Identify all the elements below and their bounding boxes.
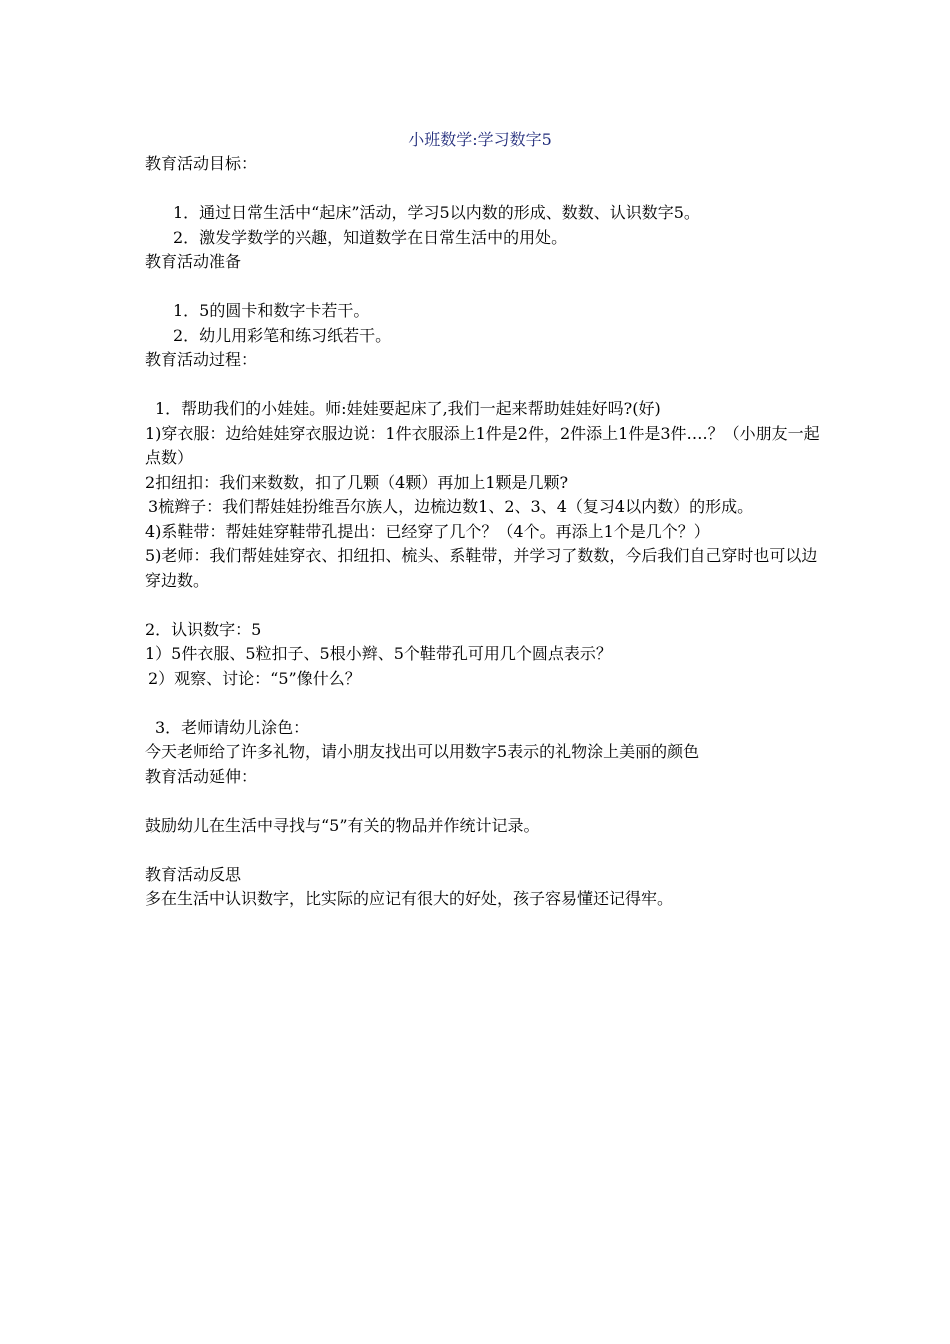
process-heading: 教育活动过程： [145, 350, 258, 369]
spacer [145, 838, 825, 863]
prep-item: 1．5的圆卡和数字卡若干。 [173, 301, 370, 320]
reflection-text: 多在生活中认识数字，比实际的应记有很大的好处，孩子容易懂还记得牢。 [145, 889, 674, 908]
document-title: 小班数学:学习数字5 [408, 130, 552, 149]
spacer [145, 691, 825, 716]
process-part3-lead: 3．老师请幼儿涂色： [155, 717, 310, 737]
document-page [145, 128, 825, 912]
prep-item: 2．幼儿用彩笔和练习纸若干。 [173, 325, 392, 345]
prep-heading: 教育活动准备 [145, 252, 242, 271]
extension-heading: 教育活动延伸： [145, 766, 258, 786]
process-step: 4)系鞋带：帮娃娃穿鞋带孔提出：已经穿了几个？（4个。再添上1个是几个？） [145, 521, 710, 541]
goal-item: 2．激发学数学的兴趣，知道数学在日常生活中的用处。 [173, 227, 568, 247]
process-step: 1）5件衣服、5粒扣子、5根小辫、5个鞋带孔可用几个圆点表示？ [145, 644, 612, 663]
process-step: 3梳辫子：我们帮娃娃扮维吾尔族人，边梳边数1、2、3、4（复习4以内数）的形成。 [148, 497, 754, 516]
spacer [145, 373, 825, 398]
process-part1-lead: 1．帮助我们的小娃娃。师:娃娃要起床了,我们一起来帮助娃娃好吗?(好) [155, 399, 661, 418]
extension-text: 鼓励幼儿在生活中寻找与“5”有关的物品并作统计记录。 [145, 815, 540, 835]
goal-item: 1．通过日常生活中“起床”活动，学习5以内数的形成、数数、认识数字5。 [173, 203, 700, 222]
process-step: 5)老师：我们帮娃娃穿衣、扣纽扣、梳头、系鞋带，并学习了数数，今后我们自己穿时也可以边穿边数。 [145, 546, 818, 590]
process-part3-text: 今天老师给了许多礼物，请小朋友找出可以用数字5表示的礼物涂上美丽的颜色 [145, 742, 700, 761]
process-step: 2）观察、讨论：“5”像什么？ [148, 668, 361, 688]
spacer [145, 275, 825, 300]
spacer [145, 789, 825, 814]
process-step: 1)穿衣服：边给娃娃穿衣服边说：1件衣服添上1件是2件，2件添上1件是3件….？（小朋友一起点数） [145, 423, 820, 467]
spacer [145, 177, 825, 202]
process-part2-lead: 2．认识数字：5 [145, 619, 262, 639]
spacer [145, 593, 825, 618]
process-step: 2扣纽扣：我们来数数，扣了几颗（4颗）再加上1颗是几颗? [145, 472, 569, 492]
goals-heading: 教育活动目标： [145, 154, 258, 173]
reflection-heading: 教育活动反思 [145, 864, 242, 884]
